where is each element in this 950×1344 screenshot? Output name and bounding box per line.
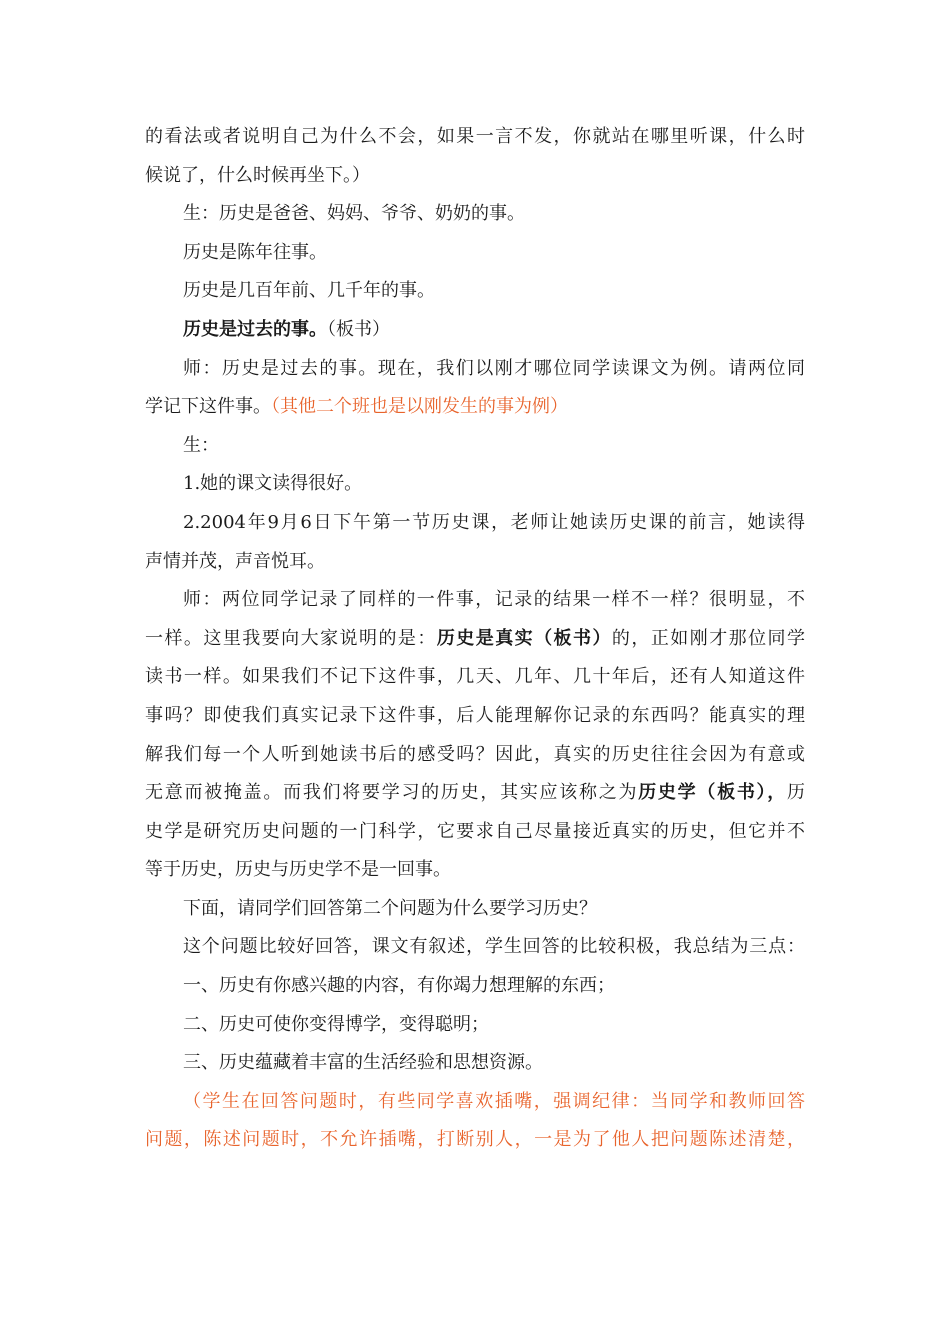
paragraph-line (145, 465, 805, 504)
list-item (145, 1044, 805, 1083)
paragraph-line (145, 736, 805, 775)
paragraph-line (145, 234, 805, 273)
bold-text-run: 历史是过去的事。 (183, 318, 327, 340)
paragraph-line (145, 157, 805, 196)
text-run: 声情并茂，声音悦耳。 (145, 550, 325, 572)
text-run: 历史是几百年前、几千年的事。 (183, 280, 435, 302)
paragraph-line (145, 928, 805, 967)
text-run: 史学是研究历史问题的一门科学，它要求自己尽量接近真实的历史，但它并不 (145, 820, 805, 842)
text-run: 无意而被掩盖。而我们将要学习的历史，其实应该称之为 (145, 782, 639, 804)
text-run: 三、历史蕴藏着丰富的生活经验和思想资源。 (183, 1052, 543, 1074)
paragraph-line (145, 697, 805, 736)
teacher-note: （学生在回答问题时，有些同学喜欢插嘴，强调纪律：当同学和教师回答 (183, 1090, 805, 1112)
text-run: 生：历史是爸爸、妈妈、爷爷、奶奶的事。 (183, 203, 525, 225)
paragraph-line (145, 543, 805, 582)
bold-text-run: 历史是真实（板书） (436, 627, 612, 649)
paragraph-line (145, 890, 805, 929)
text-run: 历史是陈年往事。 (183, 241, 327, 263)
text-run: 二、历史可使你变得博学，变得聪明； (183, 1013, 489, 1035)
bold-text-run: 历史学（板书）， (638, 782, 788, 804)
teacher-note: （其他二个班也是以刚发生的事为例） (271, 396, 568, 418)
paragraph-line (145, 272, 805, 311)
text-run: 2.2004年9月6日下午第一节历史课，老师让她读历史课的前言，她读得 (183, 511, 805, 533)
paragraph-line (145, 620, 805, 659)
text-run: 一、历史有你感兴趣的内容，有你竭力想理解的东西； (183, 975, 615, 997)
document-body (145, 118, 805, 1160)
paragraph-line (145, 118, 805, 157)
paragraph-line (145, 388, 805, 427)
text-run: 事吗？即使我们真实记录下这件事，后人能理解你记录的东西吗？能真实的理 (145, 704, 805, 726)
teacher-note-line (145, 1121, 805, 1160)
paragraph-line (145, 350, 805, 389)
text-run: 的看法或者说明自己为什么不会，如果一言不发，你就站在哪里听课，什么时 (145, 126, 805, 147)
text-run: 1.她的课文读得很好。 (183, 473, 363, 495)
paragraph-line (145, 504, 805, 543)
text-run: 学记下这件事。 (145, 396, 271, 418)
text-run: 历 (787, 782, 805, 804)
text-run: 解我们每一个人听到她读书后的感受吗？因此，真实的历史往往会因为有意或 (145, 743, 805, 765)
teacher-note-line (145, 1083, 805, 1122)
list-item (145, 967, 805, 1006)
paragraph-line (145, 851, 805, 890)
text-run: 等于历史，历史与历史学不是一回事。 (145, 859, 451, 881)
paragraph-line (145, 813, 805, 852)
paragraph-line (145, 774, 805, 813)
paragraph-line (145, 311, 805, 350)
paragraph-line (145, 658, 805, 697)
paragraph-line (145, 427, 805, 466)
text-run: 师：历史是过去的事。现在，我们以刚才哪位同学读课文为例。请两位同 (183, 357, 805, 379)
text-run: 一样。这里我要向大家说明的是： (145, 627, 437, 649)
text-run: 生： (183, 434, 219, 456)
text-run: 师：两位同学记录了同样的一件事，记录的结果一样不一样？很明显，不 (183, 589, 805, 611)
paragraph-line (145, 581, 805, 620)
text-run: 候说了，什么时候再坐下。） (145, 164, 370, 186)
text-run: 下面，请同学们回答第二个问题为什么要学习历史？ (183, 897, 597, 919)
paragraph-line (145, 195, 805, 234)
text-run: （板书） (327, 318, 390, 340)
text-run: 的，正如刚才那位同学 (611, 627, 805, 649)
list-item (145, 1006, 805, 1045)
teacher-note: 问题，陈述问题时，不允许插嘴，打断别人，一是为了他人把问题陈述清楚， (145, 1129, 805, 1151)
text-run: 读书一样。如果我们不记下这件事，几天、几年、几十年后，还有人知道这件 (145, 666, 805, 688)
text-run: 这个问题比较好回答，课文有叙述，学生回答的比较积极，我总结为三点： (183, 936, 805, 958)
